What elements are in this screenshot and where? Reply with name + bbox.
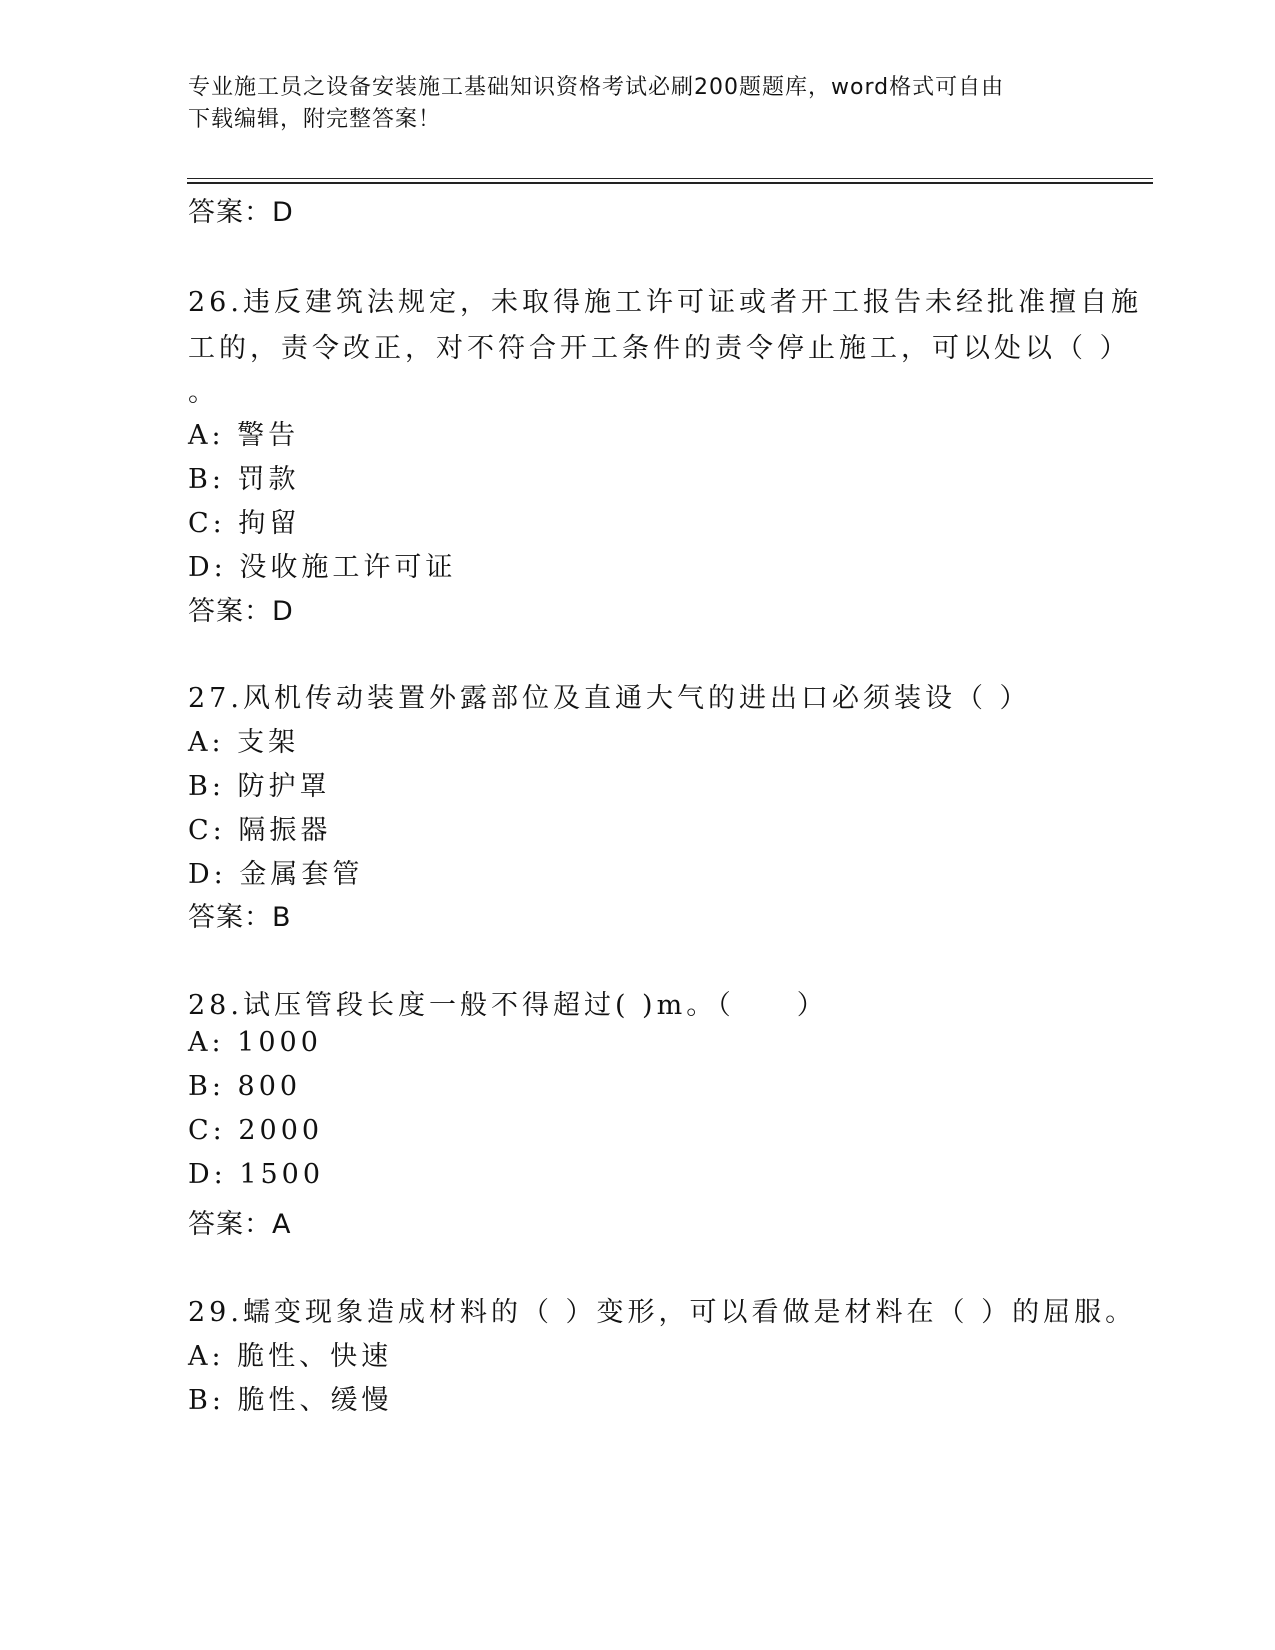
question-29-option-a: A: 脆性、快速 [188,1341,393,1372]
question-28-option-a: A: 1000 [188,1027,322,1058]
previous-answer: 答案：D [188,197,294,228]
question-27-line-1: 27.风机传动装置外露部位及直通大气的进出口必须装设（ ） [188,683,1031,714]
question-28-option-c: C: 2000 [188,1115,324,1146]
question-26-option-d: D: 没收施工许可证 [188,552,457,583]
question-28-option-d: D: 1500 [188,1159,325,1190]
question-28-option-b: B: 800 [188,1071,302,1102]
question-29-line-1: 29.蠕变现象造成材料的（ ）变形，可以看做是材料在（ ）的屈服。 [188,1297,1137,1328]
question-27-option-a: A: 支架 [188,727,300,758]
question-26-line-1: 26.违反建筑法规定，未取得施工许可证或者开工报告未经批准擅自施 [188,287,1142,318]
question-28-line-1: 28.试压管段长度一般不得超过( )m。（ ） [188,990,828,1021]
header-rule-thin [187,178,1153,179]
question-26-option-b: B: 罚款 [188,464,300,495]
header-rule-thick [187,182,1153,184]
question-27-option-d: D: 金属套管 [188,859,364,890]
question-26-option-c: C: 拘留 [188,508,301,539]
document-header [188,72,1068,136]
question-27-option-c: C: 隔振器 [188,815,332,846]
question-29-option-b: B: 脆性、缓慢 [188,1385,393,1416]
question-27-answer: 答案：B [188,902,292,933]
question-26-line-3: 。 [188,377,219,408]
question-26-option-a: A: 警告 [188,420,300,451]
question-27-option-b: B: 防护罩 [188,771,331,802]
question-26-line-2: 工的，责令改正，对不符合开工条件的责令停止施工，可以处以（ ） [188,333,1131,364]
question-28-answer: 答案：A [188,1209,292,1240]
header-line-1: 专业施工员之设备安装施工基础知识资格考试必刷200题题库，word格式可自由 [188,75,1005,100]
header-line-2: 下载编辑，附完整答案！ [188,107,442,132]
question-26-answer: 答案：D [188,596,294,627]
